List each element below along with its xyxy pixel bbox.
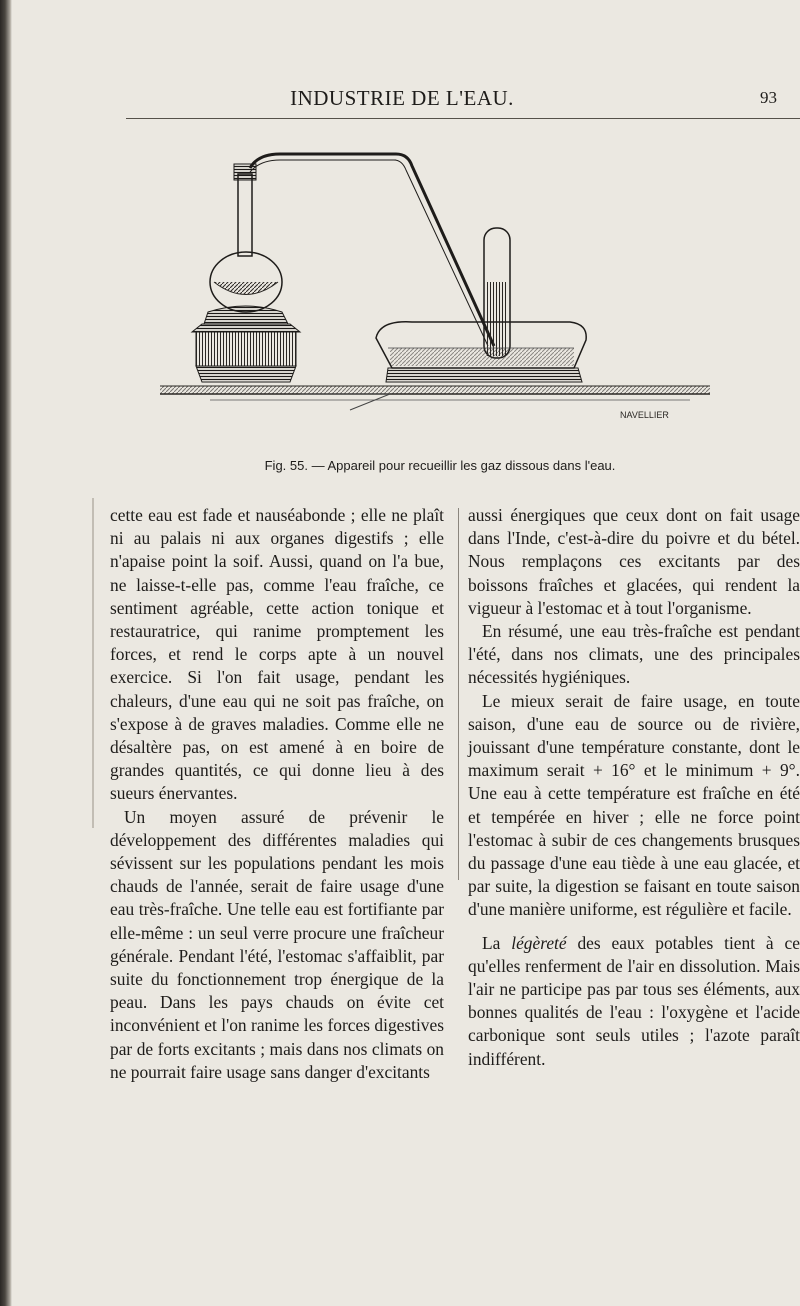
paragraph: cette eau est fade et nauséabonde ; elle ne plaît ni au palais ni aux organes digestifs ; elle n'apaise point la soif. Aussi, quand on l'a bue, ne laisse-t-elle pas, comme l'eau fraîche, ce sentiment agréable, cette action tonique et restauratrice, qui ranime promptement les forces, et rend le corps apte à un nouvel exercice. Si l'on fait usage, pendant les chaleurs, d'une eau qui ne soit pas fraîche, on s'expose à de graves maladies. Comme elle ne désaltère pas, on est amené à en boire de grandes quantités, ce qui donne lieu à des sueurs énervantes.: [110, 505, 444, 804]
engraver-signature: NAVELLIER: [620, 410, 669, 420]
right-text-column: [468, 504, 800, 1071]
paragraph: aussi énergiques que ceux dont on fait usage dans l'Inde, c'est-à-dire du poivre et du bétel. Nous remplaçons ces excitants par des boissons fraîches et glacées, qui rendent la vigueur à l'estomac et à tout l'organisme.: [468, 505, 800, 618]
running-head-title: INDUSTRIE DE L'EAU.: [290, 86, 514, 110]
italic-term: légèreté: [511, 932, 567, 953]
figure-caption: Fig. 55. — Appareil pour recueillir les gaz dissous dans l'eau.: [264, 458, 616, 473]
page-number: 93: [760, 88, 777, 107]
paragraph: [468, 932, 800, 1071]
margin-edge-mark: [92, 498, 94, 828]
figure-engraving: [150, 132, 730, 422]
gas-collection-apparatus-illustration: [150, 132, 730, 422]
paragraph-rest: des eaux potables tient à ce qu'elles renferment de l'air en dissolution. Mais l'air ne participe pas par tous ses éléments, aux bonnes qualités de l'eau : l'oxygène et l'acide carbonique sont seuls utiles ; l'azote paraît indifférent.: [468, 932, 800, 1069]
header-rule: [126, 118, 800, 119]
paragraph: Un moyen assuré de prévenir le développement des différentes maladies qui sévissent sur les populations pendant les mois chauds de l'année, serait de faire usage d'une eau très-fraîche. Une telle eau est fortifiante par elle-même : un seul verre procure une fraîcheur générale. Pendant l'été, l'estomac s'affaiblit, par suite du fonctionnement trop énergique de la peau. Dans les pays chauds on évite cet inconvénient et l'on ranime les forces digestives par de forts excitants ; mais dans nos climats on ne pourrait faire usage sans danger d'excitants: [110, 806, 444, 1082]
paragraph-lead: La: [482, 932, 512, 953]
paragraph: Le mieux serait de faire usage, en toute saison, d'une eau de source ou de rivière, jouissant d'une température constante, dont le maximum serait + 16° et le minimum + 9°. Une eau à cette température est fraîche en été et tempérée en hiver ; elle ne force point l'estomac à subir de ces changements brusques du passage d'une eau tiède à une eau glacée, et par suite, la digestion se faisant en toute saison d'une manière uniforme, est régulière et facile.: [468, 690, 800, 920]
paragraph: En résumé, une eau très-fraîche est pendant l'été, dans nos climats, une des principales nécessités hygiéniques.: [468, 621, 800, 688]
left-text-column: [110, 504, 444, 1084]
column-divider: [458, 508, 459, 880]
